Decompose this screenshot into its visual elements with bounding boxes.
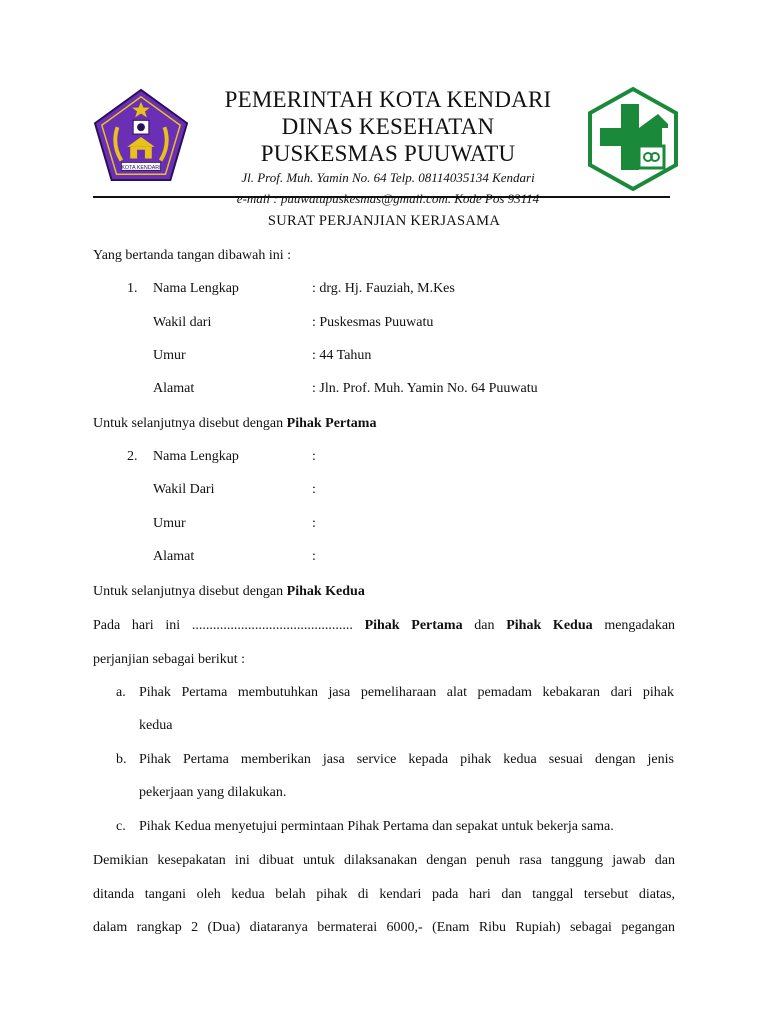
designation-name: Pihak Kedua — [286, 584, 365, 599]
emblem-label: KOTA KENDARI — [121, 164, 161, 171]
item-a-text: Pihak Pertama membutuhkan jasa pemeliharaan alat pemadam kebakaran dari pihak — [139, 685, 674, 700]
party2-value-address: : — [312, 549, 316, 564]
date-blank: .............................................. — [191, 618, 353, 633]
puskesmas-logo-icon — [586, 86, 680, 192]
party2-value-rep: : — [312, 482, 316, 497]
party2-mention: Pihak Kedua — [506, 618, 593, 633]
closing-line-1: Demikian kesepakatan ini dibuat untuk dilaksanakan dengan penuh rasa tanggung jawab dan — [93, 853, 675, 868]
agreement-line-2: perjanjian sebagai berikut : — [93, 652, 245, 667]
item-c-text: Pihak Kedua menyetujui permintaan Pihak Pertama dan sepakat untuk bekerja sama. — [139, 819, 614, 834]
document-title: SURAT PERJANJIAN KERJASAMA — [267, 213, 501, 229]
address-line: Jl. Prof. Muh. Yamin No. 64 Telp. 08114035134 Kendari — [241, 170, 535, 185]
agreement-word: hari — [131, 618, 154, 633]
header-divider — [93, 196, 670, 198]
item-a-marker: a. — [116, 685, 126, 700]
party1-value-rep: : Puskesmas Puuwatu — [312, 315, 434, 330]
party1-number: 1. — [127, 281, 138, 296]
party1-label-rep: Wakil dari — [153, 315, 212, 330]
closing-line-2: ditanda tangani oleh kedua belah pihak di kendari pada hari dan tanggal tersebut diatas, — [93, 887, 675, 902]
kota-kendari-emblem-icon — [92, 88, 190, 184]
item-b-text-cont: pekerjaan yang dilakukan. — [139, 785, 287, 800]
party1-designation — [93, 415, 376, 433]
party1-mention: Pihak Pertama — [364, 618, 463, 633]
party2-value-name: : — [312, 449, 316, 464]
party2-designation — [93, 583, 365, 601]
item-a-text-cont: kedua — [139, 718, 173, 733]
party1-label-address: Alamat — [153, 381, 195, 396]
closing-line-3: dalam rangkap 2 (Dua) diataranya bermaterai 6000,- (Enam Ribu Rupiah) sebagai pegangan — [93, 920, 675, 935]
designation-name: Pihak Pertama — [286, 416, 377, 431]
party2-value-age: : — [312, 516, 316, 531]
designation-prefix: Untuk selanjutnya disebut dengan — [93, 416, 287, 431]
party2-label-name: Nama Lengkap — [153, 449, 239, 464]
party2-label-rep: Wakil Dari — [153, 482, 215, 497]
party1-value-age: : 44 Tahun — [312, 348, 372, 363]
item-c-marker: c. — [116, 819, 126, 834]
party2-number: 2. — [127, 449, 138, 464]
item-b-text: Pihak Pertama memberikan jasa service kepada pihak kedua sesuai dengan jenis — [139, 752, 674, 767]
department-name: DINAS KESEHATAN — [281, 114, 495, 139]
party1-value-name: : drg. Hj. Fauziah, M.Kes — [312, 281, 455, 296]
agreement-word: Pada — [93, 618, 121, 633]
item-b-marker: b. — [116, 752, 127, 767]
party1-label-age: Umur — [153, 348, 186, 363]
contact-line: e-mail : puuwatupuskesmas@gmail.com. Kode Pos 93114 — [236, 191, 540, 206]
agreement-word: mengadakan — [604, 618, 676, 633]
puskesmas-name: PUSKESMAS PUUWATU — [260, 141, 516, 166]
party1-value-address: : Jln. Prof. Muh. Yamin No. 64 Puuwatu — [312, 381, 538, 396]
agreement-line-1 — [93, 617, 675, 635]
designation-prefix: Untuk selanjutnya disebut dengan — [93, 584, 287, 599]
government-name: PEMERINTAH KOTA KENDARI — [224, 87, 552, 112]
party1-label-name: Nama Lengkap — [153, 281, 239, 296]
letterhead — [190, 86, 586, 209]
intro-text: Yang bertanda tangan dibawah ini : — [93, 248, 292, 263]
party2-label-age: Umur — [153, 516, 186, 531]
agreement-word: ini — [165, 618, 181, 633]
agreement-word: dan — [474, 618, 495, 633]
party2-label-address: Alamat — [153, 549, 195, 564]
